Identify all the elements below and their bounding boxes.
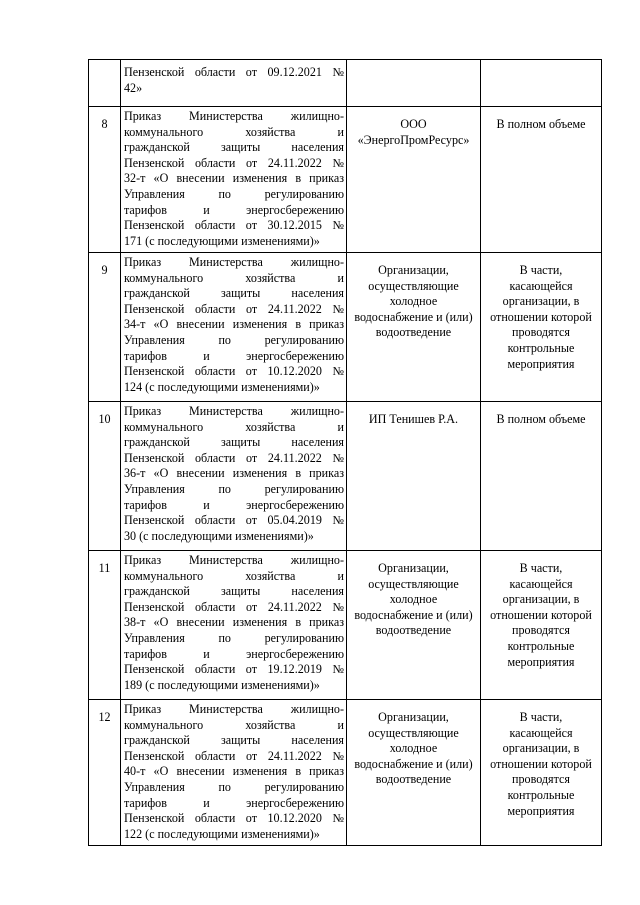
cell-text-line: Организации, <box>378 263 449 277</box>
table-row <box>89 700 602 846</box>
cell-text-line: Пензенской области от 05.04.2019 № <box>124 513 344 528</box>
cell-text-line: Пензенской области от 19.12.2019 № <box>124 662 344 677</box>
cell-text-line: В части, <box>519 561 563 575</box>
cell-text-line: водоснабжение и (или) <box>354 309 473 324</box>
cell-text-line: коммунального хозяйства и <box>124 124 344 139</box>
cell-text-line: водоотведение <box>375 325 452 340</box>
table-row <box>89 402 602 551</box>
scope-cell <box>481 700 602 846</box>
cell-text-line: Пензенской области от 24.11.2022 № <box>124 450 344 465</box>
table-row <box>89 551 602 700</box>
cell-text-line: 34-т «О внесении изменения в приказ <box>124 317 344 332</box>
cell-text-line: гражданской защиты населения <box>124 435 344 450</box>
table-row <box>89 60 602 107</box>
cell-text-line: касающейся <box>509 576 573 591</box>
cell-text-line: коммунального хозяйства и <box>124 568 344 583</box>
cell-text-line: Пензенской области от 30.12.2015 № <box>124 218 344 233</box>
cell-text-line: отношении которой <box>490 607 592 622</box>
cell-text-line: коммунального хозяйства и <box>124 419 344 434</box>
cell-text-line: гражданской защиты населения <box>124 140 344 155</box>
table-row <box>89 107 602 253</box>
document-cell <box>121 551 347 700</box>
cell-text-line: отношении которой <box>490 756 592 771</box>
document-cell <box>121 700 347 846</box>
organization-cell <box>347 107 481 253</box>
cell-text-line: Организации, <box>378 561 449 575</box>
organization-cell <box>347 60 481 107</box>
orders-table-body <box>89 60 602 846</box>
cell-text-line: холодное <box>389 592 438 607</box>
cell-text-line: контрольные <box>507 787 575 802</box>
cell-text-line: Управления по регулированию <box>124 332 344 347</box>
cell-text-line: «ЭнергоПромРесурс» <box>357 132 470 147</box>
row-number-cell: 12 <box>89 700 121 846</box>
cell-text-line: гражданской защиты населения <box>124 733 344 748</box>
document-cell <box>121 60 347 107</box>
cell-text-line: Пензенской области от 24.11.2022 № <box>124 301 344 316</box>
cell-text-line: тарифов и энергосбережению <box>124 497 344 512</box>
table-row <box>89 253 602 402</box>
cell-text-line: Приказ Министерства жилищно- <box>124 553 344 567</box>
cell-text-line: 32-т «О внесении изменения в приказ <box>124 171 344 186</box>
cell-text-line: водоотведение <box>375 623 452 638</box>
row-number-cell: 9 <box>89 253 121 402</box>
scope-cell <box>481 60 602 107</box>
cell-text-line: водоотведение <box>375 772 452 787</box>
scope-cell <box>481 253 602 402</box>
cell-text-line: мероприятия <box>507 654 575 669</box>
cell-text-line: организации, в <box>502 741 580 756</box>
cell-text-line: мероприятия <box>507 803 575 818</box>
organization-cell <box>347 551 481 700</box>
cell-text-line: Пензенской области от 10.12.2020 № <box>124 364 344 379</box>
cell-text-line: холодное <box>389 294 438 309</box>
cell-text-line: Организации, <box>378 710 449 724</box>
cell-text-line: тарифов и энергосбережению <box>124 348 344 363</box>
cell-text-line: Управления по регулированию <box>124 630 344 645</box>
cell-text-line: контрольные <box>507 340 575 355</box>
cell-text-line: 124 (с последующими изменениями)» <box>124 379 320 394</box>
cell-text-line: 42» <box>124 80 143 95</box>
row-number-cell <box>89 60 121 107</box>
cell-text-line: Приказ Министерства жилищно- <box>124 702 344 716</box>
cell-text-line: В полном объеме <box>496 412 586 426</box>
cell-text-line: водоснабжение и (или) <box>354 756 473 771</box>
cell-text-line: В полном объеме <box>496 117 586 131</box>
organization-cell <box>347 402 481 551</box>
cell-text-line: контрольные <box>507 638 575 653</box>
cell-text-line: 40-т «О внесении изменения в приказ <box>124 764 344 779</box>
cell-text-line: 122 (с последующими изменениями)» <box>124 826 320 841</box>
row-number-cell: 8 <box>89 107 121 253</box>
orders-table <box>88 59 602 846</box>
cell-text-line: Пензенской области от 10.12.2020 № <box>124 811 344 826</box>
cell-text-line: тарифов и энергосбережению <box>124 202 344 217</box>
cell-text-line: 36-т «О внесении изменения в приказ <box>124 466 344 481</box>
cell-text-line: 30 (с последующими изменениями)» <box>124 528 314 543</box>
cell-text-line: мероприятия <box>507 356 575 371</box>
cell-text-line: Управления по регулированию <box>124 186 344 201</box>
cell-text-line: осуществляющие <box>368 725 459 740</box>
cell-text-line: тарифов и энергосбережению <box>124 646 344 661</box>
cell-text-line: Приказ Министерства жилищно- <box>124 109 344 123</box>
cell-text-line: водоснабжение и (или) <box>354 607 473 622</box>
cell-text-line: холодное <box>389 741 438 756</box>
cell-text-line: Управления по регулированию <box>124 779 344 794</box>
cell-text-line: ИП Тенишев Р.А. <box>368 412 459 426</box>
cell-text-line: отношении которой <box>490 309 592 324</box>
cell-text-line: гражданской защиты населения <box>124 286 344 301</box>
organization-cell <box>347 253 481 402</box>
cell-text-line: Пензенской области от 24.11.2022 № <box>124 748 344 763</box>
cell-text-line: проводятся <box>512 772 570 787</box>
cell-text-line: организации, в <box>502 294 580 309</box>
cell-text-line: В части, <box>519 263 563 277</box>
cell-text-line: коммунального хозяйства и <box>124 270 344 285</box>
cell-text-line: гражданской защиты населения <box>124 584 344 599</box>
cell-text-line: осуществляющие <box>368 576 459 591</box>
organization-cell <box>347 700 481 846</box>
document-cell <box>121 402 347 551</box>
document-cell <box>121 107 347 253</box>
scope-cell <box>481 107 602 253</box>
cell-text-line: касающейся <box>509 278 573 293</box>
document-cell <box>121 253 347 402</box>
cell-text-line: Пензенской области от 24.11.2022 № <box>124 599 344 614</box>
scope-cell <box>481 402 602 551</box>
cell-text-line: проводятся <box>512 325 570 340</box>
cell-text-line: В части, <box>519 710 563 724</box>
cell-text-line: коммунального хозяйства и <box>124 717 344 732</box>
cell-text-line: Управления по регулированию <box>124 481 344 496</box>
cell-text-line: ООО <box>400 117 427 131</box>
cell-text-line: осуществляющие <box>368 278 459 293</box>
cell-text-line: тарифов и энергосбережению <box>124 795 344 810</box>
scope-cell <box>481 551 602 700</box>
cell-text-line: касающейся <box>509 725 573 740</box>
cell-text-line: 38-т «О внесении изменения в приказ <box>124 615 344 630</box>
row-number-cell: 10 <box>89 402 121 551</box>
row-number-cell: 11 <box>89 551 121 700</box>
cell-text-line: организации, в <box>502 592 580 607</box>
cell-text-line: проводятся <box>512 623 570 638</box>
cell-text-line: 171 (с последующими изменениями)» <box>124 233 320 248</box>
cell-text-line: Пензенской области от 09.12.2021 № <box>124 65 344 79</box>
cell-text-line: Приказ Министерства жилищно- <box>124 255 344 269</box>
cell-text-line: 189 (с последующими изменениями)» <box>124 677 320 692</box>
cell-text-line: Приказ Министерства жилищно- <box>124 404 344 418</box>
cell-text-line: Пензенской области от 24.11.2022 № <box>124 155 344 170</box>
